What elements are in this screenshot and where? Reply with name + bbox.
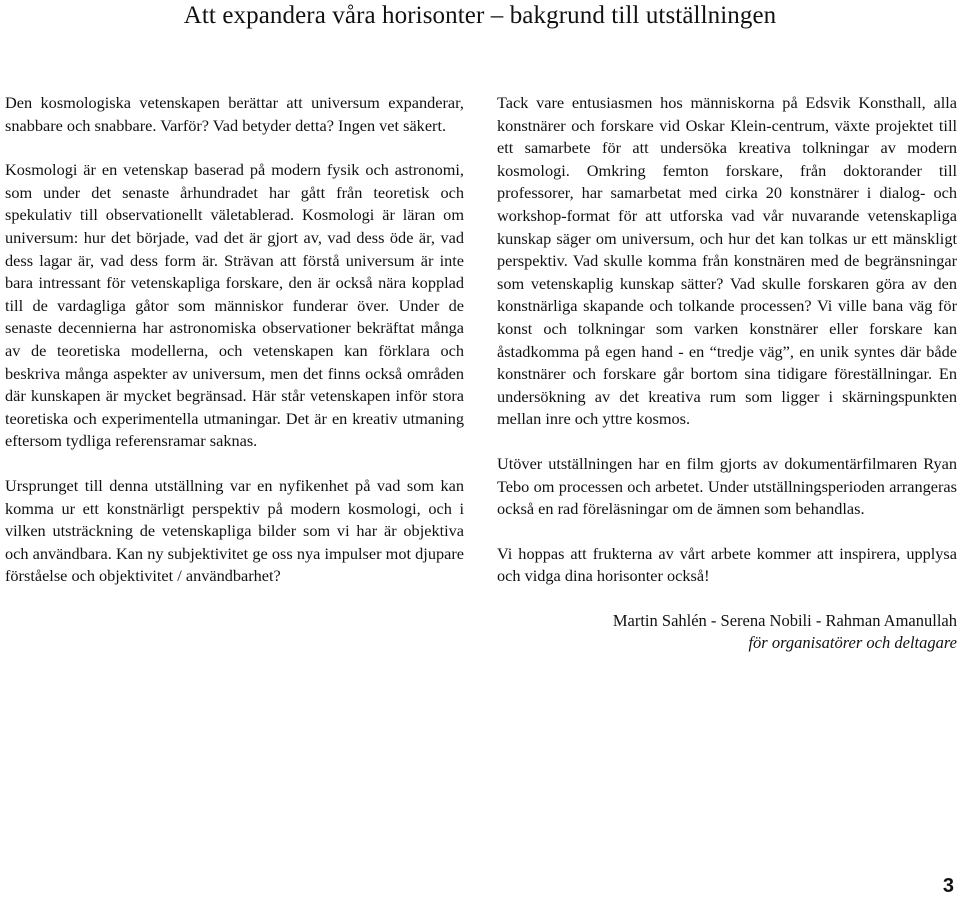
cosmology-paragraph: Kosmologi är en vetenskap baserad på modern fysik och astronomi, som under det senaste århundradet har gått från teoretisk och spekulativ till observationellt väletablerad. Kosmologi är läran om universum: hur det började, vad det är gjort av, vad dess öde är, vad dess lagar är, vad dess form är. Strävan att förstå universum är inte bara intressant för vetenskapliga forskare, den är också nära kopplad till de vardagliga gåtor som människor funderar över. Under de senaste decennierna har astronomiska observationer bekräftat många av de teoretiska modellerna, och vetenskapen kan förklara och beskriva många aspekter av universum, men det finns också områden där kunskapen är mycket begränsad. Här står vetenskapen inför stora teoretiska och experimentella utmaningar. Det är en kreativ utmaning eftersom tydliga referensramar saknas. (5, 160, 464, 451)
left-column (5, 92, 464, 588)
film-paragraph: Utöver utställningen har en film gjorts av dokumentärfilmaren Ryan Tebo om processen och arbetet. Under utställningsperioden arrangeras också en rad föreläsningar om de ämnen som behandlas. (497, 453, 957, 519)
collaboration-paragraph: Tack vare entusiasmen hos människorna på Edsvik Konsthall, alla konstnärer och forskare vid Oskar Klein-centrum, växte projektet till ett samarbete för att undersöka kreativa tolkningar av modern kosmologi. Omkring femton forskare, från doktorander till professorer, har samarbetat med cirka 20 konstnärer i dialog- och workshop-format för att utforska vad vår nuvarande vetenskapliga kunskap säger om universum, och hur det kan tolkas ur ett mänskligt perspektiv. Vad skulle komma från konstnären med de begränsningar som vetenskaplig kunskap sätter? Vad skulle forskaren göra av den konstnärliga skapande och tolkande processen? Vi ville bana väg för konst och tolkningar som varken konstnärer eller forskare kan åstadkomma på egen hand - en “tredje väg”, en unik syntes där både konstnärer och forskare går bortom sina tidigare föreställningar. En undersökning av det kreativa rum som ligger i skärningspunkten mellan inre och yttre kosmos. (497, 93, 957, 429)
signature (497, 610, 957, 654)
right-column (497, 92, 957, 654)
signature-names: Martin Sahlén - Serena Nobili - Rahman Amanullah (612, 610, 957, 630)
closing-paragraph: Vi hoppas att frukterna av vårt arbete kommer att inspirera, upplysa och vidga dina horisonter också! (497, 543, 957, 586)
page-number: 3 (942, 875, 954, 897)
signature-role: för organisatörer och deltagare (748, 632, 957, 652)
origin-paragraph: Ursprunget till denna utställning var en nyfikenhet på vad som kan komma ur ett konstnärligt perspektiv på modern kosmologi, och i vilken utsträckning de vetenskapliga bilder som vi har är objektiva och användbara. Kan ny subjektivitet ge oss nya impulser mot djupare förståelse och objektivitet / användbarhet? (5, 475, 464, 586)
intro-paragraph: Den kosmologiska vetenskapen berättar att universum expanderar, snabbare och snabbare. Varför? Vad betyder detta? Ingen vet säkert. (5, 93, 464, 135)
page-title: Att expandera våra horisonter – bakgrund till utställningen (183, 2, 777, 29)
